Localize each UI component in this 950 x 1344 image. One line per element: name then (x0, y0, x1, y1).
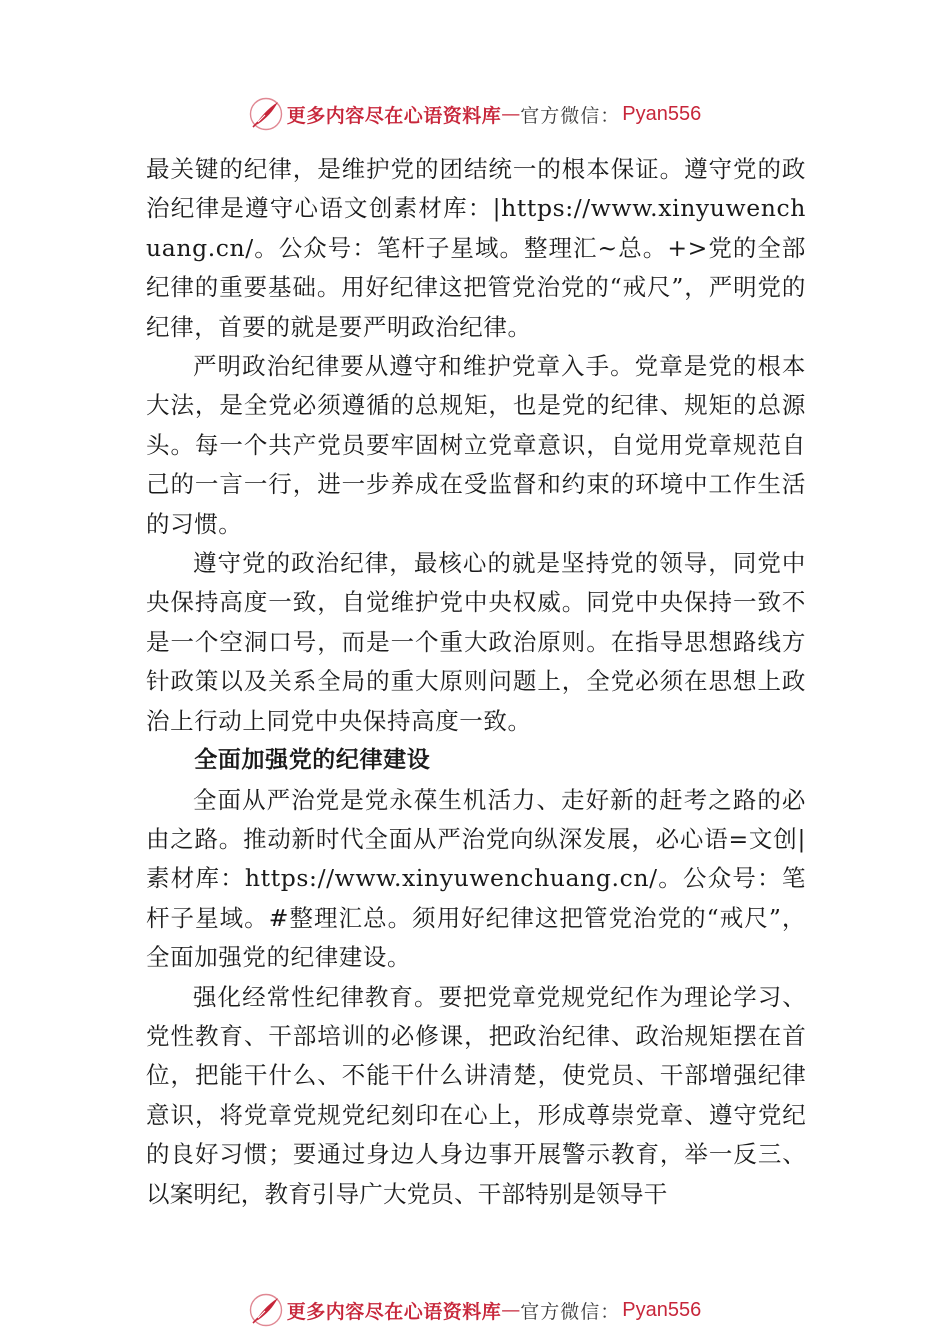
banner-main-text: 更多内容尽在心语资料库 (286, 1300, 502, 1323)
paragraph-1: 最关键的纪律，是维护党的团结统一的根本保证。遵守党的政治纪律是遵守心语文创素材库：|https://www.xinyuwenchuang.cn/。公众号：笔杆子星域。整理汇~总。+>党的全部纪律的重要基础。用好纪律这把管党治党的“戒尺”，严明党的纪律，首要的就是要严明政治纪律。 (146, 155, 806, 341)
banner-separator: — (501, 1299, 521, 1321)
banner-account-id: Pyan556 (622, 102, 702, 125)
quill-logo-icon (249, 1293, 283, 1327)
banner-separator: — (501, 103, 521, 125)
banner-account-id: Pyan556 (622, 1298, 702, 1321)
footer-banner (0, 1290, 950, 1330)
header-banner (0, 94, 950, 134)
section-heading: 全面加强党的纪律建设 (194, 747, 431, 774)
banner-official-label: 官方微信： (520, 1300, 621, 1323)
paragraph-3: 遵守党的政治纪律，最核心的就是坚持党的领导，同党中央保持高度一致，自觉维护党中央权威。同党中央保持一致不是一个空洞口号，而是一个重大政治原则。在指导思想路线方针政策以及关系全局的重大原则问题上，全党必须在思想上政治上行动上同党中央保持高度一致。 (146, 549, 806, 735)
banner-main-text: 更多内容尽在心语资料库 (286, 104, 502, 127)
paragraph-2: 严明政治纪律要从遵守和维护党章入手。党章是党的根本大法，是全党必须遵循的总规矩，也是党的纪律、规矩的总源头。每一个共产党员要牢固树立党章意识，自觉用党章规范自己的一言一行，进一步养成在受监督和约束的环境中工作生活的习惯。 (146, 352, 806, 538)
banner-official-label: 官方微信： (520, 104, 621, 127)
paragraph-5: 强化经常性纪律教育。要把党章党规党纪作为理论学习、党性教育、干部培训的必修课，把政治纪律、政治规矩摆在首位，把能干什么、不能干什么讲清楚，使党员、干部增强纪律意识，将党章党规党纪刻印在心上，形成尊崇党章、遵守党纪的良好习惯；要通过身边人身边事开展警示教育，举一反三、以案明纪，教育引导广大党员、干部特别是领导干 (146, 982, 806, 1208)
document-body (146, 150, 806, 1214)
paragraph-4: 全面从严治党是党永葆生机活力、走好新的赶考之路的必由之路。推动新时代全面从严治党向纵深发展，必心语=文创|素材库：https://www.xinyuwenchuang.cn/。公众号：笔杆子星域。#整理汇总。须用好纪律这把管党治党的“戒尺”，全面加强党的纪律建设。 (146, 785, 806, 972)
quill-logo-icon (249, 97, 283, 131)
